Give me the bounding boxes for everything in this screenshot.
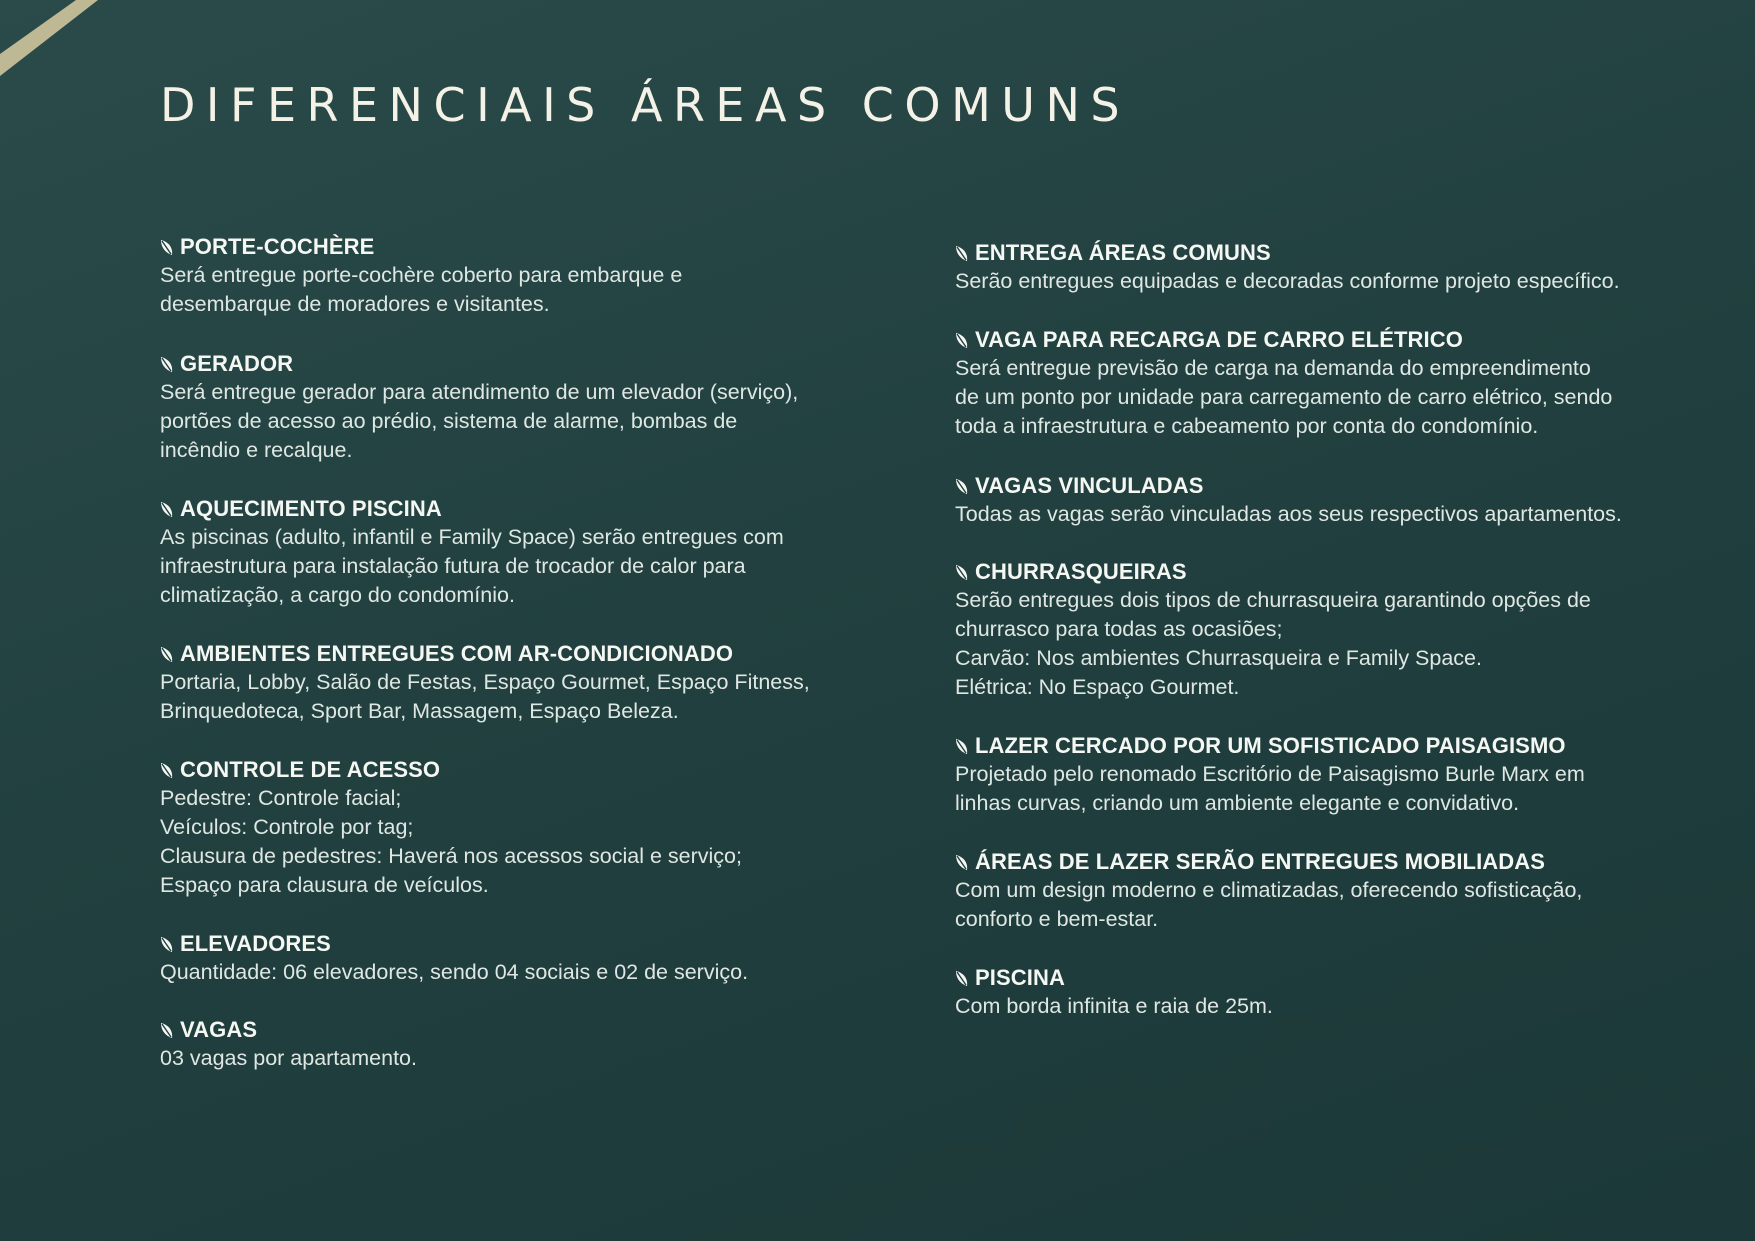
feature-description xyxy=(955,500,1715,529)
leaf-bullet-icon xyxy=(160,1022,173,1039)
feature-item xyxy=(160,233,880,319)
feature-description xyxy=(955,992,1715,1021)
feature-item xyxy=(160,640,880,726)
feature-heading xyxy=(160,495,880,523)
feature-description xyxy=(160,261,880,319)
feature-title: CHURRASQUEIRAS xyxy=(975,559,1187,584)
description-line: portões de acesso ao prédio, sistema de alarme, bombas de xyxy=(160,409,738,433)
leaf-bullet-icon xyxy=(160,936,173,953)
leaf-bullet-icon xyxy=(955,854,968,871)
description-line: churrasco para todas as ocasiões; xyxy=(955,617,1283,641)
description-line: Com um design moderno e climatizadas, oferecendo sofisticação, xyxy=(955,878,1583,902)
description-line: Será entregue porte-cochère coberto para embarque e xyxy=(160,263,683,287)
description-line: Todas as vagas serão vinculadas aos seus respectivos apartamentos. xyxy=(955,502,1622,526)
description-line: Clausura de pedestres: Haverá nos acessos social e serviço; xyxy=(160,844,742,868)
feature-description xyxy=(955,267,1715,296)
feature-title: ÁREAS DE LAZER SERÃO ENTREGUES MOBILIADAS xyxy=(975,849,1546,874)
feature-heading xyxy=(955,326,1715,354)
description-line: Será entregue previsão de carga na demanda do empreendimento xyxy=(955,356,1591,380)
feature-heading xyxy=(160,930,880,958)
description-line: Serão entregues equipadas e decoradas conforme projeto específico. xyxy=(955,269,1620,293)
description-line: Quantidade: 06 elevadores, sendo 04 sociais e 02 de serviço. xyxy=(160,960,749,984)
description-line: climatização, a cargo do condomínio. xyxy=(160,583,515,607)
feature-description xyxy=(160,1044,880,1073)
leaf-bullet-icon xyxy=(955,332,968,349)
feature-description xyxy=(955,586,1715,702)
feature-description xyxy=(160,958,880,987)
description-line: de um ponto por unidade para carregamento de carro elétrico, sendo xyxy=(955,385,1613,409)
feature-title: ELEVADORES xyxy=(180,931,331,956)
feature-heading xyxy=(955,472,1715,500)
description-line: Carvão: Nos ambientes Churrasqueira e Family Space. xyxy=(955,646,1482,670)
leaf-bullet-icon xyxy=(160,501,173,518)
leaf-bullet-icon xyxy=(160,646,173,663)
feature-title: ENTREGA ÁREAS COMUNS xyxy=(975,240,1271,265)
description-line: linhas curvas, criando um ambiente elegante e convidativo. xyxy=(955,791,1520,815)
feature-heading xyxy=(955,239,1715,267)
corner-accent-stripe xyxy=(0,0,110,90)
feature-title: VAGAS VINCULADAS xyxy=(975,473,1204,498)
feature-title: AMBIENTES ENTREGUES COM AR-CONDICIONADO xyxy=(180,641,734,666)
feature-heading xyxy=(955,964,1715,992)
feature-description xyxy=(955,760,1715,818)
description-line: Projetado pelo renomado Escritório de Paisagismo Burle Marx em xyxy=(955,762,1585,786)
feature-item xyxy=(160,350,880,465)
feature-item xyxy=(160,1016,880,1073)
feature-item xyxy=(955,964,1715,1021)
description-line: As piscinas (adulto, infantil e Family Space) serão entregues com xyxy=(160,525,784,549)
description-line: Será entregue gerador para atendimento de um elevador (serviço), xyxy=(160,380,799,404)
feature-heading xyxy=(160,350,880,378)
description-line: 03 vagas por apartamento. xyxy=(160,1046,417,1070)
description-line: infraestrutura para instalação futura de trocador de calor para xyxy=(160,554,746,578)
leaf-bullet-icon xyxy=(955,245,968,262)
feature-title: GERADOR xyxy=(180,351,294,376)
feature-title: VAGA PARA RECARGA DE CARRO ELÉTRICO xyxy=(975,327,1463,352)
feature-description xyxy=(160,378,880,465)
feature-item xyxy=(955,472,1715,529)
feature-title: PORTE-COCHÈRE xyxy=(180,234,375,259)
description-line: desembarque de moradores e visitantes. xyxy=(160,292,550,316)
feature-description xyxy=(160,523,880,610)
feature-title: CONTROLE DE ACESSO xyxy=(180,757,441,782)
leaf-bullet-icon xyxy=(955,564,968,581)
feature-item xyxy=(955,558,1715,702)
feature-heading xyxy=(160,640,880,668)
feature-item xyxy=(955,239,1715,296)
description-line: Espaço para clausura de veículos. xyxy=(160,873,489,897)
leaf-bullet-icon xyxy=(160,239,173,256)
feature-description xyxy=(955,876,1715,934)
feature-item xyxy=(160,756,880,900)
description-line: Pedestre: Controle facial; xyxy=(160,786,402,810)
description-line: Elétrica: No Espaço Gourmet. xyxy=(955,675,1240,699)
feature-item xyxy=(955,732,1715,818)
feature-item xyxy=(160,495,880,610)
description-line: conforto e bem-estar. xyxy=(955,907,1159,931)
description-line: toda a infraestrutura e cabeamento por conta do condomínio. xyxy=(955,414,1539,438)
feature-heading xyxy=(955,558,1715,586)
description-line: Serão entregues dois tipos de churrasqueira garantindo opções de xyxy=(955,588,1591,612)
description-line: Com borda infinita e raia de 25m. xyxy=(955,994,1273,1018)
feature-heading xyxy=(955,848,1715,876)
feature-heading xyxy=(160,1016,880,1044)
feature-description xyxy=(160,784,880,900)
leaf-bullet-icon xyxy=(955,738,968,755)
feature-item xyxy=(160,930,880,987)
feature-item xyxy=(955,848,1715,934)
feature-title: AQUECIMENTO PISCINA xyxy=(180,496,442,521)
leaf-bullet-icon xyxy=(955,970,968,987)
feature-title: PISCINA xyxy=(975,965,1065,990)
description-line: Portaria, Lobby, Salão de Festas, Espaço Gourmet, Espaço Fitness, xyxy=(160,670,810,694)
feature-description xyxy=(160,668,880,726)
page-title: DIFERENCIAIS ÁREAS COMUNS xyxy=(160,78,1131,132)
description-line: incêndio e recalque. xyxy=(160,438,353,462)
feature-heading xyxy=(160,233,880,261)
leaf-bullet-icon xyxy=(160,356,173,373)
feature-description xyxy=(955,354,1715,441)
description-line: Veículos: Controle por tag; xyxy=(160,815,414,839)
feature-heading xyxy=(160,756,880,784)
feature-title: VAGAS xyxy=(180,1017,258,1042)
feature-title: LAZER CERCADO POR UM SOFISTICADO PAISAGISMO xyxy=(975,733,1566,758)
leaf-bullet-icon xyxy=(160,762,173,779)
leaf-bullet-icon xyxy=(955,478,968,495)
description-line: Brinquedoteca, Sport Bar, Massagem, Espaço Beleza. xyxy=(160,699,679,723)
feature-heading xyxy=(955,732,1715,760)
feature-item xyxy=(955,326,1715,441)
